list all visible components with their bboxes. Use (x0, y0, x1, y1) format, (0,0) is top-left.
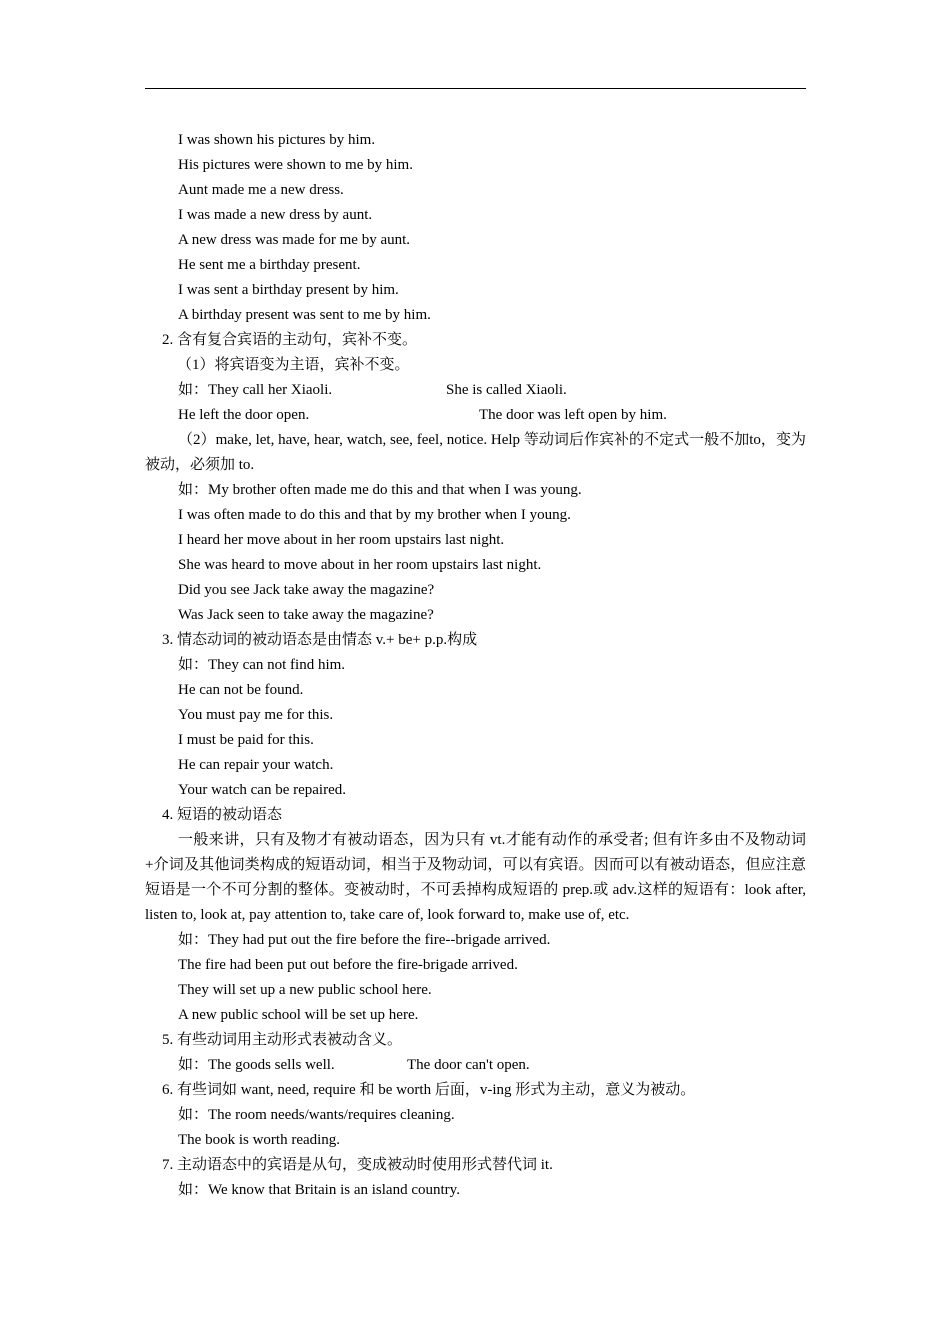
example-pair (145, 1053, 806, 1078)
example-line: They will set up a new public school here. (178, 982, 432, 998)
section-heading-2: 2. 含有复合宾语的主动句，宾补不变。 (162, 332, 418, 348)
example-line: I was often made to do this and that by my brother when I young. (178, 507, 571, 523)
example-line: 如：They can not find him. (178, 657, 346, 673)
example-line: 如：They had put out the fire before the fire--brigade arrived. (178, 932, 551, 948)
document-body (145, 128, 806, 1203)
example-line: I was made a new dress by aunt. (178, 207, 373, 223)
example-pair (145, 378, 806, 403)
section-paragraph: 一般来讲，只有及物才有被动语态，因为只有 vt.才能有动作的承受者; 但有许多由不及物动词+介词及其他词类构成的短语动词，相当于及物动词，可以有宾语。因而可以有被动语态，但应注意短语是一个不可分割的整体。变被动时，不可丢掉构成短语的 prep.或 adv.这样的短语有：look after, listen to, look at, pay attention to, take care of, look forward to, make use of, etc. (145, 832, 806, 923)
section-heading-7: 7. 主动语态中的宾语是从句，变成被动时使用形式替代词 it. (162, 1157, 553, 1173)
example-line: 如：The room needs/wants/requires cleaning. (178, 1107, 455, 1123)
example-line: Did you see Jack take away the magazine? (178, 582, 435, 598)
example-line: He can not be found. (178, 682, 304, 698)
section-heading-5: 5. 有些动词用主动形式表被动含义。 (162, 1032, 403, 1048)
example-line: I was shown his pictures by him. (178, 132, 376, 148)
example-active: 如：They call her Xiaoli. (178, 382, 333, 398)
example-passive: The door can't open. (407, 1057, 530, 1073)
example-line: He can repair your watch. (178, 757, 334, 773)
example-line: His pictures were shown to me by him. (178, 157, 413, 173)
section-heading-6: 6. 有些词如 want, need, require 和 be worth 后面，v-ing 形式为主动，意义为被动。 (162, 1082, 696, 1098)
example-active: 如：The goods sells well. (178, 1057, 335, 1073)
example-pair (145, 403, 806, 428)
example-line: I must be paid for this. (178, 732, 314, 748)
example-line: She was heard to move about in her room upstairs last night. (178, 557, 542, 573)
example-passive: The door was left open by him. (479, 407, 667, 423)
example-line: He sent me a birthday present. (178, 257, 361, 273)
example-line: Was Jack seen to take away the magazine? (178, 607, 434, 623)
example-line: Aunt made me a new dress. (178, 182, 344, 198)
example-line: 如：We know that Britain is an island country. (178, 1182, 460, 1198)
example-line: The fire had been put out before the fire-brigade arrived. (178, 957, 518, 973)
example-active: He left the door open. (178, 407, 310, 423)
section-heading-4: 4. 短语的被动语态 (162, 807, 283, 823)
example-line: 如：My brother often made me do this and that when I was young. (178, 482, 582, 498)
section-heading-3: 3. 情态动词的被动语态是由情态 v.+ be+ p.p.构成 (162, 632, 478, 648)
subsection-heading: （1）将宾语变为主语，宾补不变。 (177, 357, 410, 373)
example-line: I was sent a birthday present by him. (178, 282, 399, 298)
example-line: A new public school will be set up here. (178, 1007, 419, 1023)
example-line: Your watch can be repaired. (178, 782, 346, 798)
header-rule (145, 88, 806, 89)
subsection-paragraph: （2）make, let, have, hear, watch, see, feel, notice. Help 等动词后作宾补的不定式一般不加to，变为被动，必须加 to. (145, 432, 806, 473)
example-line: A birthday present was sent to me by him. (178, 307, 431, 323)
example-line: The book is worth reading. (178, 1132, 341, 1148)
example-passive: She is called Xiaoli. (446, 382, 567, 398)
example-line: You must pay me for this. (178, 707, 334, 723)
example-line: A new dress was made for me by aunt. (178, 232, 411, 248)
example-line: I heard her move about in her room upstairs last night. (178, 532, 505, 548)
